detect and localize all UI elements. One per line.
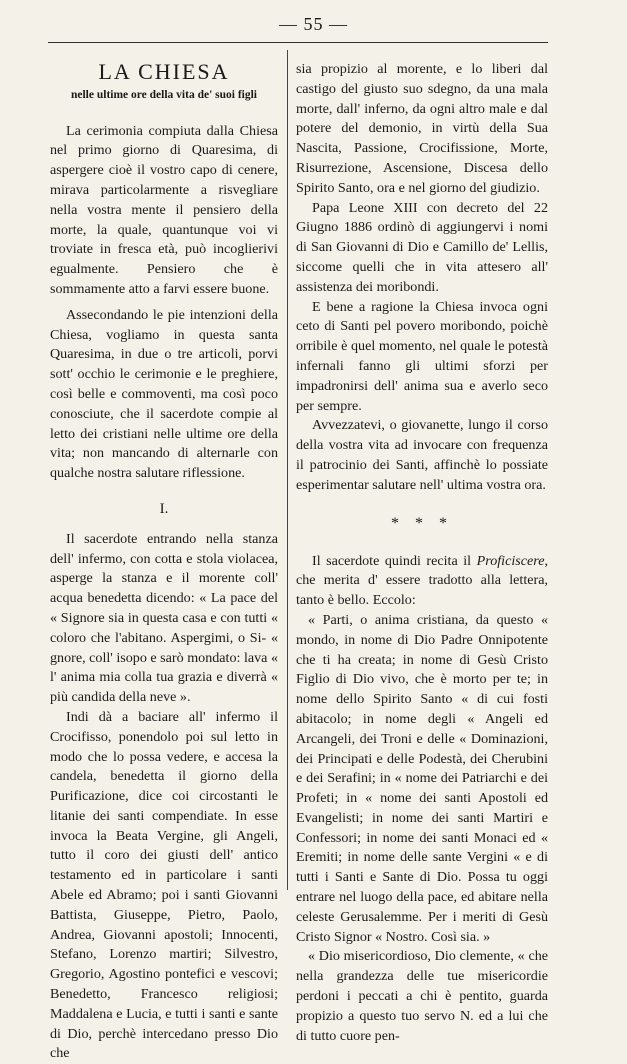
- article-subtitle: nelle ultime ore della vita de' suoi figli: [70, 88, 257, 101]
- asterism: * * *: [391, 514, 453, 532]
- paragraph: E bene a ragione la Chiesa invoca ogni ceto di Santi pel povero moribondo, poichè orribile è quel momento, nel quale le potestà infernali fanno gli ultimi sforzi per impadronirsi dell' anima sua e averlo seco per sempre.: [296, 298, 548, 414]
- quote-paragraph: « Parti, o anima cristiana, da questo « mondo, in nome di Dio Padre Onnipotente che ti ha creata; in nome di Gesù Cristo Figlio di Dio vivo, che è morto per te; in nome dello Spirito Santo « di cui fosti abitacolo; in nome degli « Angeli ed Arcangeli, dei Troni e delle « Dominazioni, dei Principati e delle Podestà, dei Cherubini e dei Serafini; in « nome dei Patriarchi e dei Profeti; in « nome dei santi Apostoli ed Evangelisti; in nome dei santi Martiri e Confessori; in nome dei santi Monaci ed « Eremiti; in nome delle sante Vergini « e di tutti i Santi e Sante di Dio. Possa tu oggi entrare nel luogo della pace, ed abitare nella celeste Gerusalemme. Per i meriti di Gesù Cristo Signor « Nostro. Così sia. »: [296, 611, 548, 945]
- paragraph: Avvezzatevi, o giovanette, lungo il corso della vostra vita ad invocare con frequenza il patrocinio dei Santi, affinchè lo possiate esperimentar salutare nell' ultima vostra ora.: [296, 417, 548, 493]
- article-title: LA CHIESA: [98, 59, 230, 84]
- text-run: , che merita d' essere tradotto alla lettera, tanto è bello. Eccolo:: [296, 552, 548, 609]
- column-divider: [287, 50, 288, 890]
- italic-term: Proficiscere: [476, 552, 545, 569]
- quotation: [296, 611, 548, 1047]
- paragraph: Il sacerdote entrando nella stanza dell' infermo, con cotta e stola violacea, asperge la stanza e il morente coll' acqua benedetta dicendo: « La pace del « Signore sia in questa casa e con tutti « coloro che l'abitano. Aspergimi, o Si- « gnore, coll' isopo e sarò mondato: lava « l' anima mia colla tua grazia e diverrà « più candida della neve ».: [50, 530, 278, 706]
- text-run: Il sacerdote quindi recita il: [312, 552, 477, 569]
- paragraph: [296, 552, 548, 611]
- right-column: [296, 60, 548, 1046]
- page-number: — 55 —: [279, 14, 348, 34]
- paragraph: Assecondando le pie intenzioni della Chiesa, vogliamo in questa santa Quaresima, in due o tre articoli, porvi sott' occhio le cerimonie e le preghiere, così belle e commoventi, ma così poco conosciute, che il sacerdote compie al letto dei cristiani nelle ultime ore della vita; non mancando di alternarle con qualche nostra salutare riflessione.: [50, 306, 278, 482]
- quote-paragraph: « Dio misericordioso, Dio clemente, « che nella grandezza delle tue misericordie perdoni i peccati a chi è pentito, guarda propizio a questo tuo servo N. ed a lui che di tutto cuore pen-: [296, 948, 548, 1044]
- header-rule: [48, 42, 548, 43]
- section-heading: I.: [159, 500, 169, 517]
- left-column: [50, 54, 278, 1064]
- paragraph: La cerimonia compiuta dalla Chiesa nel primo giorno di Quaresima, di aspergere cioè il vostro capo di cenere, mirava particolarmente a risvegliare nella vostra mente il pensiero della morte, la quale, quantunque voi vi troviate in fresca età, può incoglierivi egualmente. Pensiero che è sommamente atto a farvi essere buone.: [50, 122, 278, 297]
- paragraph: sia propizio al morente, e lo liberi dal castigo del giusto suo sdegno, da una mala morte, dall' inferno, da ogni altro male e dal potere del demonio, in virtù della Sua Nascita, Passione, Crocifissione, Morte, Risurrezione, Ascensione, Discesa dello Spirito Santo, ora e nel giorno del giudizio.: [296, 61, 548, 196]
- paragraph: Indi dà a baciare all' infermo il Crocifisso, ponendolo poi sul letto in modo che lo possa vedere, e accesa la candela, benedetta il giorno della Purificazione, dice coi circostanti le litanie dei santi compendiate. In esse invoca la Beata Vergine, gli Angeli, tutto il coro dei giusti dell' antico testamento ed in particolare i santi Abele ed Abramo; poi i santi Giovanni Battista, Giuseppe, Pietro, Paolo, Andrea, Giovanni apostoli; Innocenti, Stefano, Lorenzo martiri; Silvestro, Gregorio, Agostino pontefici e vescovi; Benedetto, Francesco religiosi; Maddalena e Lucia, e tutti i santi e sante di Dio, perchè intercedano presso Dio che: [50, 708, 278, 1062]
- paragraph: Papa Leone XIII con decreto del 22 Giugno 1886 ordinò di aggiungervi i nomi di San Giovanni di Dio e Camillo de' Lellis, siccome quelli che in vita attesero all' assistenza dei moribondi.: [296, 199, 548, 295]
